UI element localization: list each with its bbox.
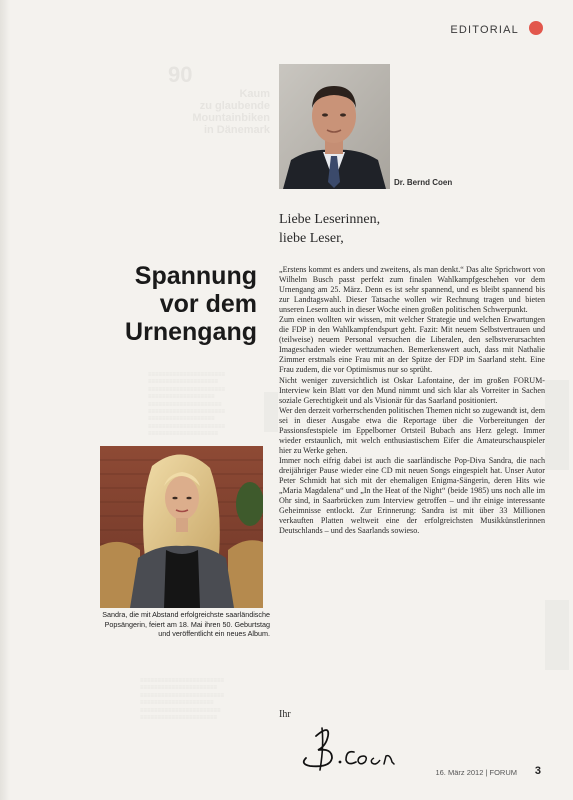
show-through-block	[545, 600, 569, 670]
portrait-caption: Dr. Bernd Coen	[394, 178, 453, 187]
body-paragraph: Wer den derzeit vorherrschenden politischen Themen nicht so zugewandt ist, dem sei in dieser Ausgabe etwa die Reportage über die Vorbereitungen der Passionsfestspiele im Eppelborner Ortsteil Bubach ans Herz gelegt. Immer wieder erstaunlich, mit welch enthusiastischem Eifer die Amateurschauspieler hier zu Werke gehen.	[279, 405, 545, 455]
salutation-line: liebe Leser,	[279, 231, 344, 246]
body-paragraph: Zum einen wollten wir wissen, mit welcher Strategie und welchen Erwartungen die FDP in den Wahlkampfendspurt geht. Fazit: Mit neuem Selbstvertrauen und (teilweise) neuem Personal versuchen die Liberalen, den selbstverursachten Imageschaden wieder wettzumachen. Bemerkenswert auch, dass mit Nathalie Zimmer erstmals eine Frau mit an der Spitze der FDP im Saarland steht. Eine Frau zudem, die vor Optimismus nur so sprüht.	[279, 315, 545, 375]
section-accent-dot	[529, 21, 543, 35]
salutation	[279, 210, 539, 248]
title-line: Spannung	[134, 262, 257, 290]
show-through-block	[264, 392, 278, 432]
salutation-line: Liebe Leserinnen,	[279, 212, 381, 227]
singer-photo	[100, 446, 263, 608]
photo-caption: Sandra, die mit Abstand erfolgreichste saarländische Popsängerin, feiert am 18. Mai ihren 50. Geburtstag und veröffentlicht ein neues Album.	[102, 610, 270, 639]
author-portrait	[279, 64, 390, 189]
show-through-number: 90	[168, 62, 193, 87]
show-through-column: ≡≡≡≡≡≡≡≡≡≡≡≡≡≡≡≡≡≡≡≡≡≡≡≡ ≡≡≡≡≡≡≡≡≡≡≡≡≡≡≡≡≡≡≡≡≡≡ ≡≡≡≡≡≡≡≡≡≡≡≡≡≡≡≡≡≡≡≡≡≡≡≡ ≡≡≡≡≡≡≡≡≡≡≡≡≡≡≡≡≡≡≡≡≡ ≡≡≡≡≡≡≡≡≡≡≡≡≡≡≡≡≡≡≡≡≡≡≡ ≡≡≡≡≡≡≡≡≡≡≡≡≡≡≡≡≡≡≡≡≡≡	[140, 678, 225, 722]
editorial-body	[279, 265, 545, 536]
page-number: 3	[534, 765, 541, 777]
footer-date-issue: 16. März 2012 | FORUM	[435, 768, 517, 777]
show-through-block	[545, 380, 569, 470]
title-line: Urnengang	[125, 318, 257, 346]
body-paragraph: Immer noch eifrig dabei ist auch die saarländische Pop-Diva Sandra, die nach dreijähriger Pause wieder eine CD mit neuen Songs eingespielt hat. Unser Autor Peter Schmidt hat sich mit der ehemaligen Enigma-Sängerin, deren Hits wie „Maria Magdalena“ und „In the Heat of the Night“ (beide 1985) uns noch alle im Ohr sind, in Saarbrücken zum Interview getroffen – und ihr einige interessante Geheimnisse entlockt. Zur Erinnerung: Sandra ist mit über 33 Millionen verkauften Platten weltweit eine der erfolgreichsten Musikkünstlerinnen Deutschlands – und des Saarlands sowieso.	[279, 455, 545, 536]
title-line: vor dem	[159, 290, 257, 318]
body-paragraph: Nicht weniger zuversichtlich ist Oskar Lafontaine, der im großen FORUM-Interview kein Blatt vor den Mund nimmt und sich klar als Vorreiter in Sachen soziale Gerechtigkeit und als Visionär für das Saarland positioniert.	[279, 375, 545, 405]
show-through-heading: Kaum zu glaubende Mountainbiken in Dänemark	[192, 88, 270, 136]
body-paragraph: „Erstens kommt es anders und zweitens, als man denkt.“ Das alte Sprichwort von Wilhelm Busch passt perfekt zum finalen Wahlkampfgeschehen vor dem Urnengang am 25. März. Denn es ist sehr spannend, und es bleibt spannend bis zur Landtagswahl. Dieser Tatsache wollen wir Rechnung tragen und bieten unseren Lesern auch in dieser Woche einen großen politischen Schwerpunkt.	[279, 265, 545, 315]
closing-word: Ihr	[279, 709, 291, 720]
show-through-column: ≡≡≡≡≡≡≡≡≡≡≡≡≡≡≡≡≡≡≡≡≡≡ ≡≡≡≡≡≡≡≡≡≡≡≡≡≡≡≡≡≡≡≡ ≡≡≡≡≡≡≡≡≡≡≡≡≡≡≡≡≡≡≡≡≡≡ ≡≡≡≡≡≡≡≡≡≡≡≡≡≡≡≡≡≡≡ ≡≡≡≡≡≡≡≡≡≡≡≡≡≡≡≡≡≡≡≡≡ ≡≡≡≡≡≡≡≡≡≡≡≡≡≡≡≡≡≡≡≡≡≡ ≡≡≡≡≡≡≡≡≡≡≡≡≡≡≡≡≡≡≡ ≡≡≡≡≡≡≡≡≡≡≡≡≡≡≡≡≡≡≡≡≡≡ ≡≡≡≡≡≡≡≡≡≡≡≡≡≡≡≡≡≡≡≡	[148, 372, 226, 438]
binding-shadow	[0, 0, 10, 800]
article-title	[112, 262, 257, 346]
section-label: EDITORIAL	[450, 24, 519, 36]
handwritten-signature	[288, 706, 418, 772]
